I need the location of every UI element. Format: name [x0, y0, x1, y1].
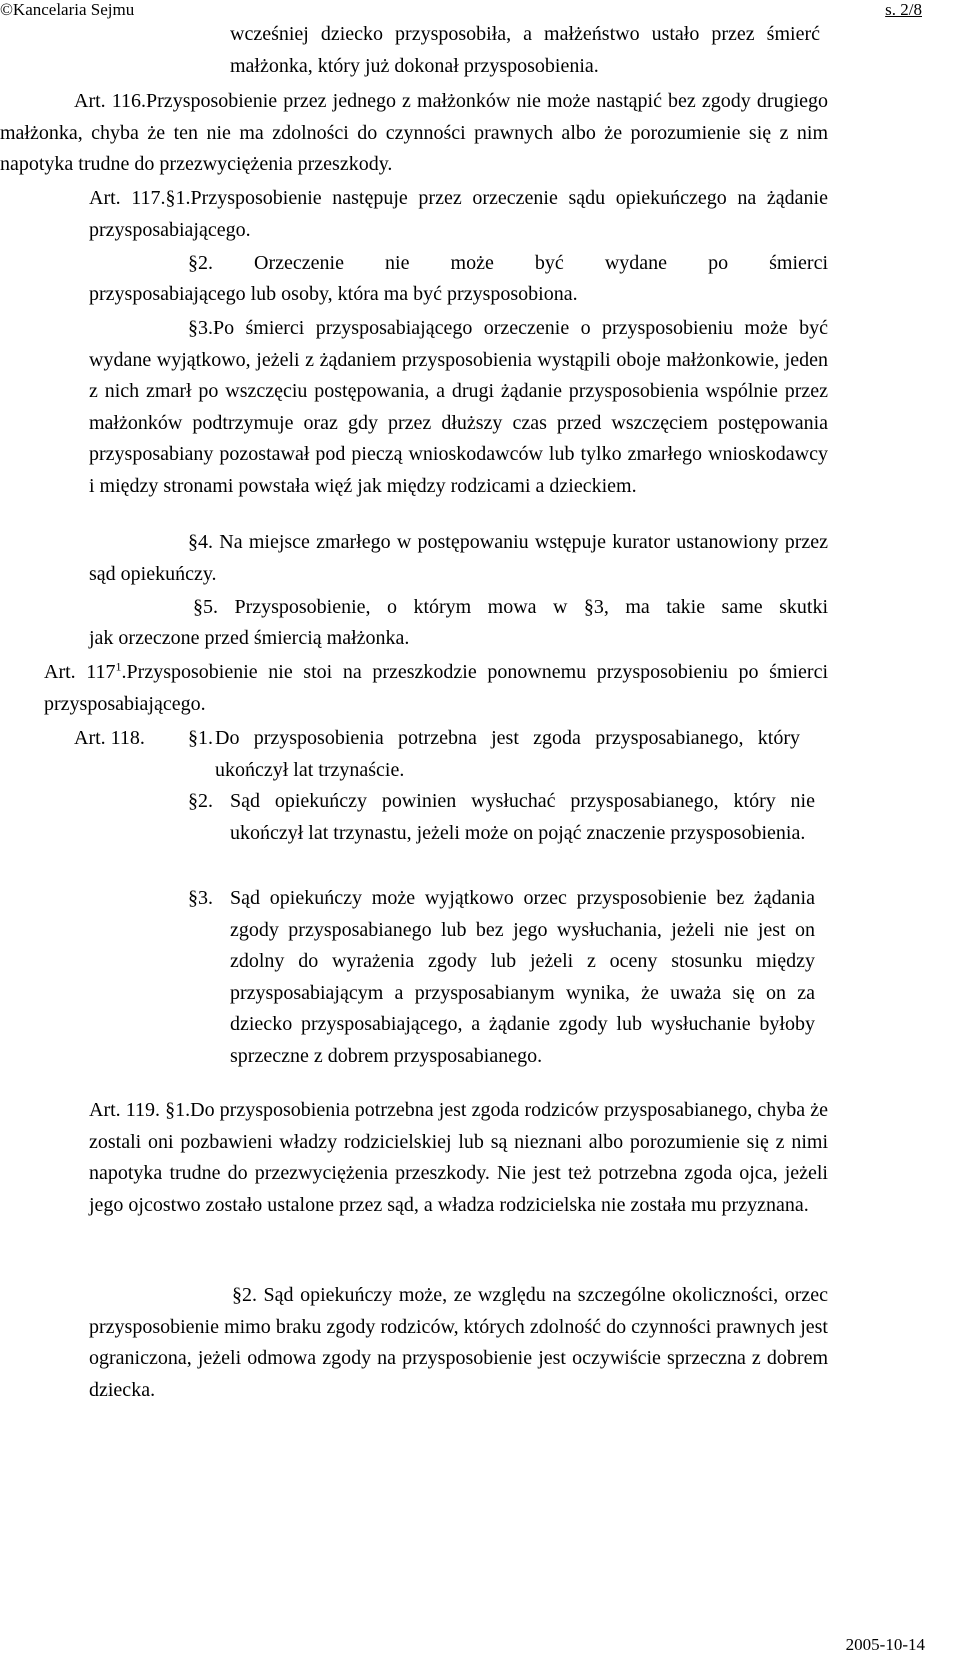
article-116: Art. 116.Przysposobienie przez jednego z małżonków nie może nastąpić bez zgody drugiego małżonka, chyba że ten nie ma zdolności do czynności prawnych albo że porozumienie się z nim napotyka trudne do przezwyciężenia przeszkody.: [0, 90, 828, 175]
article-117-par-1: Art. 117.§1.Przysposobienie następuje przez orzeczenie sądu opiekuńczego na żądanie przysposabiającego.: [89, 187, 828, 241]
header-left: ©Kancelaria Sejmu: [0, 0, 135, 19]
footer-date: 2005-10-14: [845, 1635, 925, 1654]
page-number: s. 2/8: [885, 0, 922, 19]
article-119-par-2: §2. Sąd opiekuńczy może, ze względu na szczególne okoliczności, orzec przysposobienie mimo braku zgody rodziców, których zdolność do czynności prawnych jest ograniczona, jeżeli odmowa zgody na przysposobienie jest oczywiście sprzeczna z dobrem dziecka.: [89, 1284, 828, 1401]
article-118-par-1-mark: §1.: [188, 727, 213, 749]
article-117-par-4: §4. Na miejsce zmarłego w postępowaniu wstępuje kurator ustanowiony przez sąd opiekuńczy.: [89, 531, 828, 585]
article-117-par-2-line-1: §2. Orzeczenie nie może być wydane po śmierci: [188, 252, 828, 274]
article-117-1: Art. $117^1.Przysposobienie$ nie stoi na przeszkodzie ponownemu przysposobieniu po śmierci przysposabiającego.: [44, 659, 829, 715]
fragment-continuation: wcześniej dziecko przysposobiła, a małżeństwo ustało przez śmierć małżonka, który już dokonał przysposobienia.: [230, 23, 820, 77]
article-118-par-2-mark: §2.: [188, 790, 213, 812]
article-117-par-5-line-2: jak orzeczone przed śmiercią małżonka.: [89, 627, 410, 649]
article-119-par-1: Art. 119. §1.Do przysposobienia potrzebna jest zgoda rodziców przysposabianego, chyba że zostali oni pozbawieni władzy rodzicielskiej lub są nieznani albo porozumienie się z nimi napotyka trudne do przezwyciężenia przeszkody. Nie jest też potrzebna zgoda ojca, jeżeli jego ojcostwo zostało ustalone przez sąd, a władza rodzicielska nie została mu przyznana.: [89, 1099, 828, 1216]
article-118-par-1: Do przysposobienia potrzebna jest zgoda przysposabianego, który ukończył lat trzynaście.: [215, 727, 800, 781]
article-118-par-3-mark: §3.: [188, 887, 213, 909]
article-118-par-2: Sąd opiekuńczy powinien wysłuchać przysposabianego, który nie ukończył lat trzynastu, jeżeli może on pojąć znaczenie przysposobienia.: [230, 790, 815, 844]
article-118-label: Art. 118.: [74, 727, 145, 749]
article-117-par-5-line-1: §5. Przysposobienie, o którym mowa w §3, ma takie same skutki: [193, 596, 828, 618]
article-117-par-2-line-2: przysposabiającego lub osoby, która ma być przysposobiona.: [89, 283, 578, 305]
article-117-par-3: §3.Po śmierci przysposabiającego orzeczenie o przysposobieniu może być wydane wyjątkowo, jeżeli z żądaniem przysposobienia wystąpili oboje małżonkowie, jeden z nich zmarł po wszczęciu postępowania, a drugi żądanie przysposobienia wspólnie przez małżonków podtrzymuje oraz gdy przez dłuższy czas przed wszczęciem postępowania przysposabiany pozostawał pod pieczą wnioskodawców lub tylko zmarłego wnioskodawcy i między stronami powstała więź jak między rodzicami a dzieckiem.: [89, 317, 828, 497]
article-118-par-3: Sąd opiekuńczy może wyjątkowo orzec przysposobienie bez żądania zgody przysposabianego lub bez jego wysłuchania, jeżeli nie jest on zdolny do wyrażenia zgody lub jeżeli z oceny stosunku między przysposabiającym a przysposabianym wynika, że uważa się on za dziecko przysposabiającego, a żądanie zgody lub wysłuchanie byłoby sprzeczne z dobrem przysposabianego.: [230, 887, 815, 1067]
